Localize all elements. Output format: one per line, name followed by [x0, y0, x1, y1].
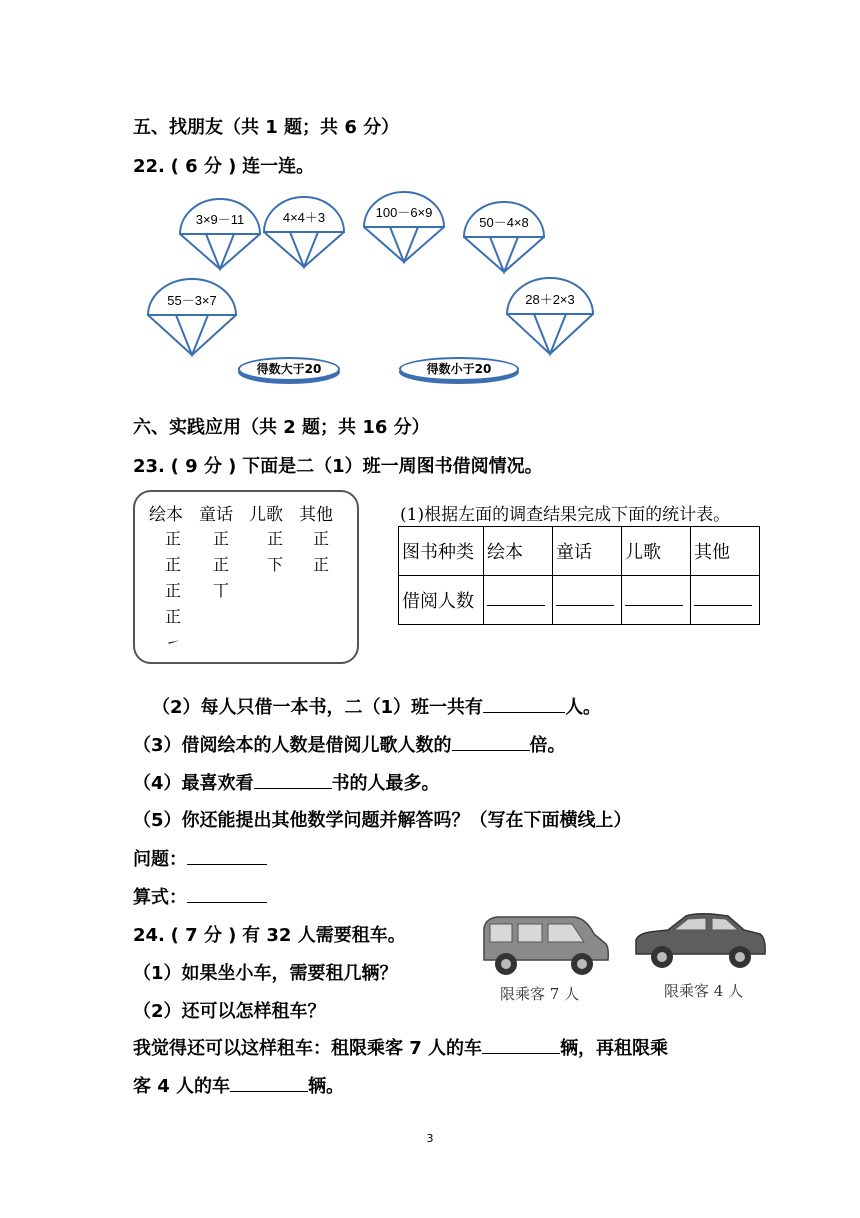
- formula-label: 算式：: [133, 887, 187, 908]
- tally-column: [213, 526, 229, 604]
- answer-blank[interactable]: [230, 1091, 308, 1092]
- parachute-6: [505, 276, 595, 356]
- tally-column: [165, 526, 181, 656]
- q23-sub2: [152, 693, 601, 719]
- q23-sub5: （5）你还能提出其他数学问题并解答吗？（写在下面横线上）: [133, 810, 632, 831]
- section-five-title: 五、找朋友（共 1 题；共 6 分）: [133, 117, 400, 138]
- q23-sub4-unit: 书的人最多。: [331, 773, 440, 794]
- page-number: 3: [426, 1132, 434, 1145]
- parachute-1: [178, 197, 262, 271]
- tally-header: 其他: [299, 505, 333, 525]
- parachute-4: [462, 200, 546, 274]
- tally-mark: ㇀: [165, 633, 182, 652]
- answer-blank[interactable]: [452, 750, 530, 751]
- tally-headers: [149, 500, 349, 525]
- table-row: [399, 576, 760, 625]
- tally-mark: 正: [213, 529, 230, 548]
- table-header-cell: 其他: [691, 527, 760, 576]
- q24-sub2: （2）还可以怎样租车？: [133, 1001, 326, 1022]
- tally-mark: 正: [165, 607, 182, 626]
- table-header-cell: 图书种类: [399, 527, 484, 576]
- table-header-cell: 童话: [553, 527, 622, 576]
- question-22: [133, 152, 314, 178]
- q23-text: 下面是二（1）班一周图书借阅情况。: [242, 456, 543, 477]
- answer-blank[interactable]: [187, 902, 267, 903]
- table-input-cell[interactable]: [553, 576, 622, 625]
- parachute-expression: 4×4＋3: [282, 210, 326, 225]
- q24-answer-line-2: [133, 1072, 344, 1098]
- tally-header: 童话: [199, 505, 233, 525]
- tally-mark: 正: [165, 555, 182, 574]
- table-row: [399, 527, 760, 576]
- tally-mark: 正: [267, 529, 284, 548]
- oval-less-than-20: 得数小于20: [399, 357, 519, 381]
- answer-blank[interactable]: [187, 864, 267, 865]
- sedan-image: [632, 910, 768, 972]
- answer-blank[interactable]: [482, 1053, 560, 1054]
- q23-sub3-unit: 倍。: [529, 735, 566, 756]
- q24-line-text: 辆。: [308, 1076, 345, 1097]
- q22-text: 连一连。: [242, 156, 315, 177]
- q22-score: ( 6 分 ): [170, 156, 237, 177]
- q24-number: 24.: [133, 925, 165, 946]
- q23-sub2-unit: 人。: [565, 697, 602, 718]
- tally-mark: 正: [165, 529, 182, 548]
- q24-line-text: 我觉得还可以这样租车：租限乘客 7 人的车: [133, 1038, 483, 1059]
- answer-blank[interactable]: [483, 712, 565, 713]
- q23-number: 23.: [133, 456, 165, 477]
- tally-header: 儿歌: [249, 505, 283, 525]
- tally-mark: 正: [313, 555, 330, 574]
- q23-formula-line: [133, 883, 267, 909]
- tally-mark: 下: [267, 555, 284, 574]
- q24-text: 有 32 人需要租车。: [242, 925, 406, 946]
- q23-sub3: [133, 731, 566, 757]
- parachute-expression: 3×9－11: [195, 212, 245, 227]
- q24-line-text: 客 4 人的车: [133, 1076, 231, 1097]
- table-header-cell: 绘本: [484, 527, 553, 576]
- parachute-expression: 50－4×8: [479, 215, 529, 230]
- tally-mark: 正: [313, 529, 330, 548]
- tally-column: [313, 526, 329, 578]
- table-input-cell[interactable]: [484, 576, 553, 625]
- parachute-5: [146, 277, 238, 357]
- parachute-expression: 28＋2×3: [525, 292, 575, 307]
- q23-sub3-text: （3）借阅绘本的人数是借阅儿歌人数的: [133, 735, 452, 756]
- tally-header: 绘本: [149, 505, 183, 525]
- tally-mark: 丅: [213, 581, 230, 600]
- question-23: [133, 452, 543, 478]
- van-label: 限乘客 7 人: [500, 985, 580, 1003]
- q22-number: 22.: [133, 156, 165, 177]
- parachute-3: [362, 190, 446, 264]
- parachute-icon: [505, 276, 595, 356]
- q24-sub1: （1）如果坐小车，需要租几辆？: [133, 963, 398, 984]
- q23-sub2-text: （2）每人只借一本书，二（1）班一共有: [152, 697, 484, 718]
- tally-box: [133, 490, 359, 664]
- q23-sub4-text: （4）最喜欢看: [133, 773, 254, 794]
- parachute-expression: 100－6×9: [375, 205, 433, 220]
- sedan-label: 限乘客 4 人: [664, 982, 744, 1000]
- q23-sub1: (1)根据左面的调查结果完成下面的统计表。: [400, 505, 731, 525]
- sedan-icon: [632, 910, 768, 972]
- table-row-label: 借阅人数: [399, 576, 484, 625]
- table-input-cell[interactable]: [622, 576, 691, 625]
- parachute-expression: 55－3×7: [167, 293, 217, 308]
- q24-line-text: 辆，再租限乘: [560, 1038, 669, 1059]
- van-image: [478, 912, 610, 978]
- tally-column: [267, 526, 283, 578]
- oval-greater-than-20: 得数大于20: [238, 357, 340, 381]
- q23-score: ( 9 分 ): [170, 456, 237, 477]
- q24-score: ( 7 分 ): [170, 925, 237, 946]
- statistics-table: [398, 526, 760, 625]
- parachute-2: [262, 195, 346, 269]
- table-input-cell[interactable]: [691, 576, 760, 625]
- van-icon: [478, 912, 610, 978]
- table-header-cell: 儿歌: [622, 527, 691, 576]
- tally-mark: 正: [213, 555, 230, 574]
- q24-answer-line-1: [133, 1034, 668, 1060]
- q23-sub4: [133, 769, 440, 795]
- section-six-title: 六、实践应用（共 2 题；共 16 分）: [133, 417, 430, 438]
- tally-mark: 正: [165, 581, 182, 600]
- parachute-icon: [146, 277, 238, 357]
- q23-question-line: [133, 845, 267, 871]
- question-label: 问题：: [133, 849, 187, 870]
- answer-blank[interactable]: [254, 788, 332, 789]
- question-24: [133, 921, 406, 947]
